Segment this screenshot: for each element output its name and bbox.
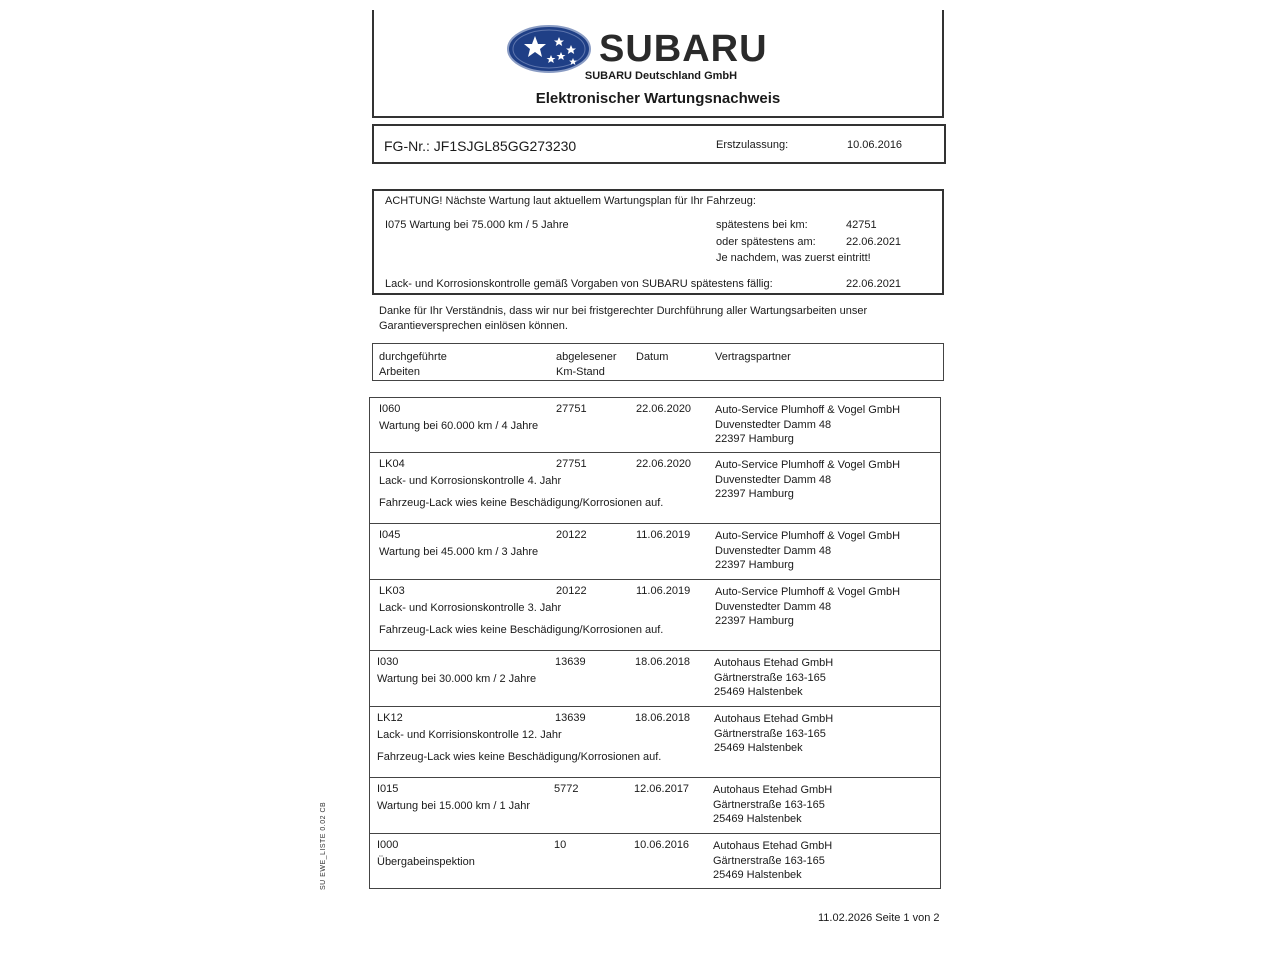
record-date: 18.06.2018 (635, 656, 691, 668)
print-date-page-number: 11.02.2026 Seite 1 von 2 (818, 912, 940, 924)
partner-name: Auto-Service Plumhoff & Vogel GmbH (715, 586, 901, 598)
record-partner (714, 656, 833, 700)
record-description: Lack- und Korrosionskontrolle 4. Jahr (379, 475, 562, 487)
record-description: Wartung bei 15.000 km / 1 Jahr (377, 800, 531, 812)
column-header-partner: Vertragspartner (715, 351, 791, 363)
table-header (372, 343, 944, 381)
partner-name: Autohaus Etehad GmbH (714, 713, 834, 725)
partner-street: Duvenstedter Damm 48 (715, 473, 832, 486)
partner-street: Gärtnerstraße 163-165 (713, 854, 825, 867)
next-service-alert (372, 189, 944, 295)
record-note: Fahrzeug-Lack wies keine Beschädigung/Korrosionen auf. (379, 497, 664, 509)
table-row (370, 452, 940, 523)
record-code: I045 (379, 529, 401, 541)
record-description: Lack- und Korrosionskontrolle 3. Jahr (379, 602, 562, 614)
column-header-work-line-1: durchgeführte (379, 351, 447, 363)
column-header-work-line-2: Arbeiten (379, 366, 420, 378)
next-service-name: I075 Wartung bei 75.000 km / 5 Jahre (385, 219, 569, 231)
alert-heading: ACHTUNG! Nächste Wartung laut aktuellem Wartungsplan für Ihr Fahrzeug: (385, 195, 756, 207)
record-date: 10.06.2016 (634, 839, 690, 851)
partner-name: Auto-Service Plumhoff & Vogel GmbH (715, 459, 901, 471)
record-note: Fahrzeug-Lack wies keine Beschädigung/Korrosionen auf. (379, 624, 664, 636)
record-code: I060 (379, 403, 401, 415)
partner-street: Gärtnerstraße 163-165 (713, 798, 825, 811)
paint-check-date: 22.06.2021 (846, 278, 902, 290)
table-row (370, 579, 940, 650)
record-km: 20122 (556, 585, 587, 597)
record-date: 11.06.2019 (636, 585, 691, 597)
table-row (370, 833, 940, 888)
record-date: 22.06.2020 (636, 403, 692, 415)
partner-city: 25469 Halstenbek (714, 686, 803, 698)
record-description: Lack- und Korrisionskontrolle 12. Jahr (377, 729, 562, 741)
partner-name: Autohaus Etehad GmbH (714, 657, 834, 669)
record-km: 20122 (556, 529, 587, 541)
partner-name: Auto-Service Plumhoff & Vogel GmbH (715, 404, 901, 416)
record-km: 5772 (554, 783, 579, 795)
record-partner (715, 585, 900, 629)
record-km: 27751 (556, 458, 587, 470)
header-box (372, 10, 944, 118)
partner-city: 22397 Hamburg (715, 559, 794, 571)
first-registration-label: Erstzulassung: (716, 139, 789, 151)
record-code: I030 (377, 656, 399, 668)
company-name: SUBARU Deutschland GmbH (584, 70, 738, 82)
thanks-note (379, 304, 919, 334)
km-label: spätestens bei km: (716, 219, 808, 231)
partner-name: Auto-Service Plumhoff & Vogel GmbH (715, 530, 901, 542)
record-km: 10 (554, 839, 567, 851)
column-header-date: Datum (636, 351, 669, 363)
partner-city: 22397 Hamburg (715, 433, 794, 445)
record-date: 18.06.2018 (635, 712, 691, 724)
whichever-first-note: Je nachdem, was zuerst eintritt! (716, 252, 871, 264)
record-date: 12.06.2017 (634, 783, 690, 795)
service-records (369, 397, 941, 889)
partner-city: 25469 Halstenbek (713, 813, 802, 825)
partner-street: Gärtnerstraße 163-165 (714, 671, 826, 684)
table-row (370, 398, 940, 452)
record-code: LK04 (379, 458, 405, 470)
km-value: 42751 (846, 219, 877, 231)
column-header-km-line-1: abgelesener (556, 351, 617, 363)
partner-name: Autohaus Etehad GmbH (713, 784, 833, 796)
subaru-logo (507, 24, 768, 74)
record-partner (715, 458, 900, 502)
record-code: I000 (377, 839, 399, 851)
column-header-km-line-2: Km-Stand (556, 366, 605, 378)
partner-name: Autohaus Etehad GmbH (713, 840, 833, 852)
record-partner (713, 839, 832, 883)
record-partner (714, 712, 833, 756)
thanks-line-1: Danke für Ihr Verständnis, dass wir nur bei fristgerechter Durchführung aller Wartungsarbeiten unser (379, 305, 868, 317)
record-km: 27751 (556, 403, 587, 415)
record-partner (713, 783, 832, 827)
record-code: LK03 (379, 585, 405, 597)
date-label: oder spätestens am: (716, 236, 816, 248)
paint-check-text: Lack- und Korrosionskontrolle gemäß Vorgaben von SUBARU spätestens fällig: (385, 278, 773, 290)
thanks-line-2: Garantieversprechen einlösen können. (379, 320, 568, 332)
record-description: Übergabeinspektion (377, 856, 475, 868)
record-partner (715, 403, 900, 447)
partner-city: 22397 Hamburg (715, 615, 794, 627)
table-row (370, 706, 940, 777)
partner-city: 22397 Hamburg (715, 488, 794, 500)
record-code: I015 (377, 783, 399, 795)
brand-wordmark: SUBARU (599, 28, 768, 70)
partner-street: Duvenstedter Damm 48 (715, 600, 832, 613)
first-registration-date: 10.06.2016 (847, 139, 903, 151)
record-description: Wartung bei 60.000 km / 4 Jahre (379, 420, 539, 432)
record-description: Wartung bei 30.000 km / 2 Jahre (377, 673, 537, 685)
partner-city: 25469 Halstenbek (714, 742, 803, 754)
column-header-km (556, 350, 617, 380)
form-code: SU EWE_LISTE 0.02 CB (320, 801, 327, 890)
column-header-work (379, 350, 447, 380)
table-row (370, 523, 940, 579)
record-date: 11.06.2019 (636, 529, 691, 541)
partner-street: Duvenstedter Damm 48 (715, 418, 832, 431)
subaru-stars-logo-icon (507, 25, 591, 73)
record-note: Fahrzeug-Lack wies keine Beschädigung/Korrosionen auf. (377, 751, 662, 763)
partner-street: Duvenstedter Damm 48 (715, 544, 832, 557)
date-value: 22.06.2021 (846, 236, 902, 248)
record-km: 13639 (555, 712, 586, 724)
partner-street: Gärtnerstraße 163-165 (714, 727, 826, 740)
vin-number: FG-Nr.: JF1SJGL85GG273230 (384, 138, 577, 154)
vehicle-info-box (372, 124, 946, 164)
record-code: LK12 (377, 712, 403, 724)
record-description: Wartung bei 45.000 km / 3 Jahre (379, 546, 539, 558)
table-row (370, 650, 940, 706)
document-title: Elektronischer Wartungsnachweis (535, 90, 781, 107)
record-date: 22.06.2020 (636, 458, 692, 470)
record-km: 13639 (555, 656, 586, 668)
partner-city: 25469 Halstenbek (713, 869, 802, 881)
record-partner (715, 529, 900, 573)
table-row (370, 777, 940, 833)
